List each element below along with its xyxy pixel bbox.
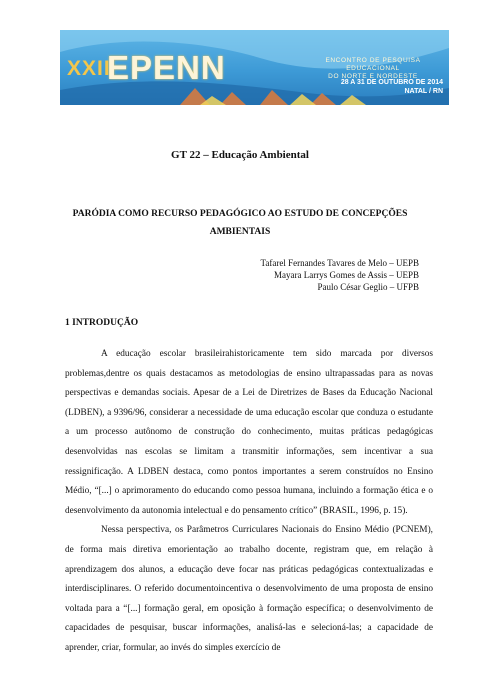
conference-dates: [341, 78, 443, 96]
author-3: Paulo César Geglio – UFPB: [317, 282, 419, 292]
paragraph-2: Nessa perspectiva, os Parâmetros Curriculares Nacionais do Ensino Médio (PCNEM), de forma mais diretiva emorientação ao trabalho docente, registram que, em relação à aprendizagem dos alunos, a educação deve focar nas práticas pedagógicas contextualizadas e interdisciplinares. O referido documentoincentiva o desenvolvimento de uma proposta de ensino voltada para a “[...] formação geral, em oposição à formação específica; o desenvolvimento de capacidades de pesquisar, buscar informações, analisá-las e selecioná-las; a capacidade de aprender, criar, formular, ao invés do simples exercício de: [65, 525, 433, 653]
paper-title-line2: AMBIENTAIS: [209, 227, 271, 237]
conference-name: EPENN: [107, 49, 226, 86]
paper-title: [70, 205, 410, 241]
conference-location: NATAL / RN: [404, 88, 443, 95]
body-text: [65, 345, 433, 659]
conference-date-range: 28 A 31 DE OUTUBRO DE 2014: [340, 79, 443, 86]
conference-subtitle-line2: DO NORTE E NORDESTE: [328, 73, 418, 80]
conference-banner: [60, 30, 449, 105]
conference-subtitle-line1: ENCONTRO DE PESQUISA EDUCACIONAL: [325, 57, 421, 72]
section-heading: 1 INTRODUÇÃO: [65, 318, 139, 328]
paragraph-1: A educação escolar brasileirahistoricamente tem sido marcada por diversos problemas,dentre os quais destacamos as metodologias de ensino ultrapassadas para as novas perspectivas e demandas sociais. Apesar de a Lei de Diretrizes de Bases da Educação Nacional (LDBEN), a 9396/96, considerar a necessidade de uma educação escolar que conduza o estudante a um processo autônomo de construção do conhecimento, muitas práticas pedagógicas desenvolvidas nas escolas se limitam a transmitir informações, sem incentivar a sua ressignificação. A LDBEN destaca, como pontos importantes a serem construídos no Ensino Médio, “[...] o aprimoramento do educando como pessoa humana, incluindo a formação ética e o desenvolvimento da autonomia intelectual e do pensamento crítico” (BRASIL, 1996, p. 15).: [65, 349, 433, 516]
paper-title-line1: PARÓDIA COMO RECURSO PEDAGÓGICO AO ESTUDO DE CONCEPÇÕES: [72, 209, 408, 219]
author-list: [260, 257, 419, 293]
working-group-heading: GT 22 – Educação Ambiental: [171, 149, 309, 161]
author-2: Mayara Larrys Gomes de Assis – UEPB: [274, 270, 419, 280]
edition-label: XXII: [67, 57, 111, 80]
author-1: Tafarel Fernandes Tavares de Melo – UEPB: [260, 258, 419, 268]
